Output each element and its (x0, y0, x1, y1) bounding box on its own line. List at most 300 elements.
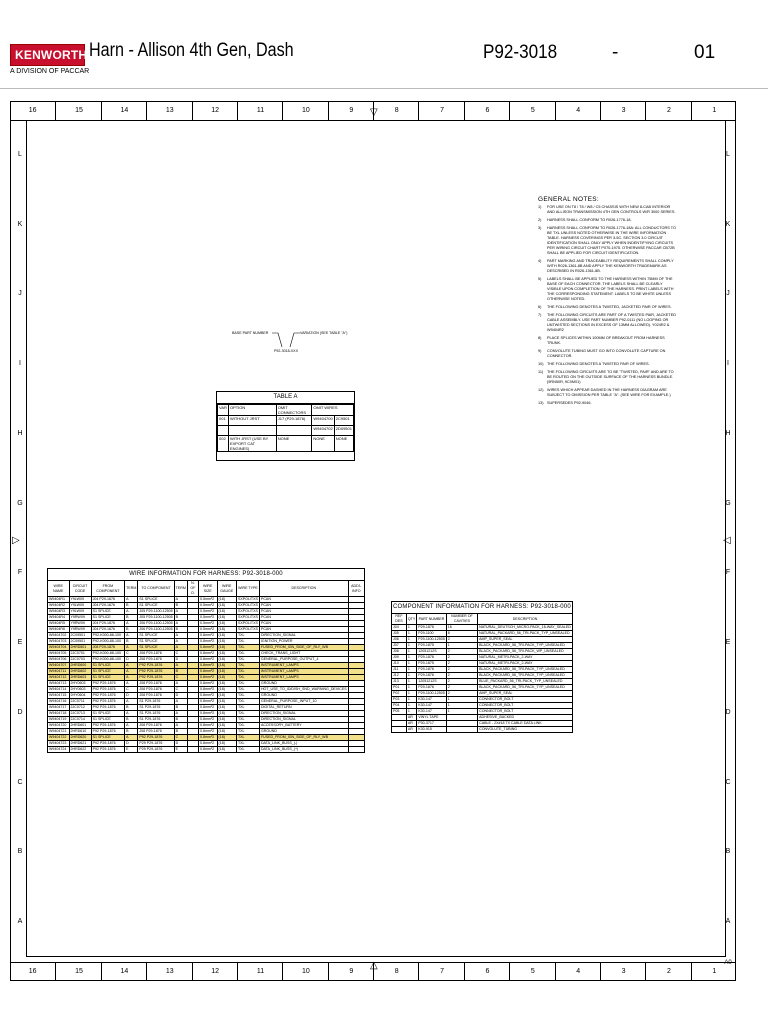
note-item (538, 259, 678, 274)
table-cell: (18) (217, 627, 236, 633)
zone-column-1: 1 (691, 102, 737, 120)
table-cell: J08 P29-1876 (138, 723, 174, 729)
note-item (538, 305, 678, 310)
table-cell: B (125, 627, 138, 633)
table-cell: S1 SPLICE (138, 633, 174, 639)
divider (0, 88, 768, 89)
table-cell: A (174, 639, 187, 645)
table-row (48, 687, 365, 693)
table-a-cell: WITHOUT JRST (228, 416, 276, 426)
table-cell: S1 SPLICE (138, 645, 174, 651)
table-cell: W9404721 (48, 729, 70, 735)
centering-mark-left: ▷ (12, 535, 20, 546)
table-cell: (18) (217, 663, 236, 669)
table-cell: PCAN (259, 627, 348, 633)
table-cell: A (125, 633, 138, 639)
table-cell: W9404711 (48, 669, 70, 675)
table-cell: S1 SPLICE (91, 609, 125, 615)
table-cell: 1 (406, 703, 416, 709)
zone-column-1: 1 (691, 963, 737, 981)
table-cell (187, 747, 198, 753)
table-cell: S1 SPLICE (91, 615, 125, 621)
table-cell: (18) (217, 669, 236, 675)
table-cell: C (125, 651, 138, 657)
table-cell: DIRECTION_SIGNAL (259, 633, 348, 639)
table-cell: 0.5mm²2 (198, 627, 217, 633)
table-row (392, 673, 573, 679)
notes-heading: GENERAL NOTES: (538, 196, 600, 203)
table-cell: D (174, 741, 187, 747)
table-cell: K30-915 (417, 727, 447, 733)
table-cell: J08 (392, 649, 407, 655)
zone-column-7: 7 (418, 963, 464, 981)
table-cell: (18) (217, 681, 236, 687)
note-text: FOR USE ON T8 / T8 / W8 / C5 CHASSIS WITH NEW 8-CAB INTERIOR AND ALLISON TRANSMISSION 4TH GEN CONTROLS W/R 3000 SERIES. (547, 205, 676, 214)
note-text: PART MARKING AND TRACEABILITY REQUIREMENTS SHALL COMPLY WITH R026-1361-8B AND APPLY THE KENWORTH TRADEMARK AS DESCRIBED IN R026-1361-8B. (547, 259, 674, 273)
table-cell: W9404714 (48, 687, 70, 693)
table-cell: P29-1876 (417, 625, 447, 631)
table-cell: J12 (392, 673, 407, 679)
note-number: 4) (538, 259, 542, 263)
table-cell: CHECK_TRANS_LIGHT (259, 651, 348, 657)
table-cell: 0.8mm²2 (198, 657, 217, 663)
zone-row-B: B (17, 848, 23, 856)
table-row (48, 657, 365, 663)
table-cell: 2JC0703 (69, 657, 91, 663)
table-cell: W9404713 (48, 681, 70, 687)
zone-column-10: 10 (282, 963, 328, 981)
table-cell: 0.8mm²2 (198, 633, 217, 639)
table-cell: 0.8mm²2 (198, 663, 217, 669)
table-cell: 2 (446, 685, 477, 691)
table-cell: NATURAL_METRI-PACK_2-WAY (478, 655, 573, 661)
table-cell: (18) (217, 699, 236, 705)
table-cell: 0.5mm²2 (198, 621, 217, 627)
zone-column-4: 4 (555, 102, 601, 120)
table-cell: A (125, 711, 138, 717)
zone-column-13: 13 (146, 963, 192, 981)
table-cell: P92 P29-1876 (138, 669, 174, 675)
table-a-cell: W9404700 (312, 416, 334, 426)
table-cell: 1 (406, 631, 416, 637)
note-number: 8) (538, 336, 542, 340)
zone-row-F: F (17, 569, 23, 577)
table-cell: CONNECTOR_BOLT (478, 709, 573, 715)
table-row (392, 679, 573, 685)
centering-mark-bottom: △ (370, 960, 378, 971)
table-cell: P01 (392, 685, 407, 691)
table-cell: Y9LW09 (69, 609, 91, 615)
table-cell: GROUND (259, 693, 348, 699)
table-cell: 1 (406, 637, 416, 643)
table-cell: S1 SPLICE (138, 603, 174, 609)
table-cell: TXL (236, 747, 259, 753)
table-cell: A (174, 633, 187, 639)
table-cell: SXPOL/TXS (237, 609, 258, 613)
zone-column-7: 7 (418, 102, 464, 120)
zone-row-F: F (725, 569, 731, 577)
table-cell: NATURAL_PACKARD_56_TRI-PACK_TYP_UNSEALED (478, 631, 573, 637)
zone-row-C: C (17, 778, 23, 786)
table-cell: 1 (406, 649, 416, 655)
table-cell: (18) (217, 729, 236, 735)
table-cell: 0.8mm²2 (198, 645, 217, 651)
table-cell: BLACK_PACKARD_56_TRI-PACK_TYP_UNSEALED (478, 685, 573, 691)
table-cell: J08 P29-1876 (138, 657, 174, 663)
table-cell: J08 P29-1876 (138, 729, 174, 735)
table-cell: (18) (217, 747, 236, 753)
table-cell: TXL (236, 717, 259, 723)
table-cell: 2HRD610 (69, 729, 91, 735)
table-cell: 2 (446, 649, 477, 655)
table-cell: 1 (406, 655, 416, 661)
table-cell: A (174, 621, 187, 627)
table-cell: J05 P29-1100-12505 (139, 609, 173, 613)
table-cell (348, 747, 364, 753)
table-cell: A (174, 711, 187, 717)
table-cell: 2 (446, 673, 477, 679)
table-cell: 2JC0713 (69, 711, 91, 717)
table-cell: J04 P29-1876 (91, 621, 125, 627)
table-cell: C (125, 687, 138, 693)
column-header: WIRE GAUGE (217, 581, 236, 597)
table-cell: TXL (236, 657, 259, 663)
table-cell: SXPOL/TXS (237, 597, 258, 601)
table-cell: W9404R1 (48, 597, 70, 603)
column-header: DESCRIPTION (259, 581, 348, 597)
table-cell: 1 (406, 691, 416, 697)
table-cell: P02 (392, 691, 407, 697)
table-cell: 0.8mm²2 (198, 705, 217, 711)
table-cell: 0.8mm²2 (198, 693, 217, 699)
table-cell: 0.8mm²2 (198, 735, 217, 741)
zone-column-12: 12 (192, 102, 238, 120)
zone-column-5: 5 (509, 963, 555, 981)
zone-row-D: D (725, 708, 731, 716)
note-text: WIRES WHICH APPEAR DASHED IN THE HARNESS DIAGRAM ARE SUBJECT TO OMISSION PER TABLE "A". (SEE WIRE FOR EXAMPLE.) (547, 388, 671, 397)
table-cell: B (174, 705, 187, 711)
note-text: LABELS SHALL BE APPLIED TO THE HARNESS WITHIN 75MM OF THE BASE OF EACH CONNECTOR. THE LABELS SHALL BE CLEARLY VISIBLE UPON COMPLETION OF THE HARNESS. PRINT LABELS WITH THE CORRESPONDING STATEMENT. LABELS TO BE WHITE UNLESS OTHERWISE NOTED. (547, 277, 674, 301)
table-a-cell: 001 (218, 416, 229, 426)
table-cell: P29-1100 (417, 631, 447, 637)
table-cell: P04 (392, 703, 407, 709)
note-item (538, 218, 678, 223)
column-header: PART NUMBER (417, 614, 447, 625)
note-text: PLACE SPLICES WITHIN 100MM OF BREAKOUT FROM HARNESS TRUNK. (547, 336, 665, 345)
centering-mark-top: ▽ (370, 107, 378, 118)
zone-column-8: 8 (373, 963, 419, 981)
note-item (538, 401, 678, 406)
table-row (392, 643, 573, 649)
table-cell: A (125, 645, 138, 651)
table-cell: DIRECTION_SIGNAL (259, 717, 348, 723)
table-a-cell: WITH JRST (USE BY EXPORT CAT ENGINES) (228, 436, 276, 452)
table-cell: DIRECTION_SIGNAL (259, 711, 348, 717)
table-cell: A (125, 609, 138, 615)
column-header: TERM (174, 581, 187, 597)
table-a-header: OMIT WIRES (312, 405, 354, 416)
table-cell: 2C09501 (69, 633, 91, 639)
note-text: THE FOLLOWING CIRCUITS ARE TO BE "TWISTED, PAIR" AND ARE TO BE ROUTED ON THE OUTSIDE SURFACE OF THE HARNESS BUNDLE. (9RN50R, 9C0M01) (547, 370, 674, 384)
zone-row-J: J (18, 290, 22, 298)
zone-row-I: I (727, 360, 729, 368)
table-cell: 1 (406, 685, 416, 691)
zone-column-16: 16 (28, 968, 37, 975)
table-cell: A (125, 669, 138, 675)
table-cell: 2 (446, 679, 477, 685)
table-cell: S1 P29-1876 (138, 717, 174, 723)
table-cell: BLUE_PACKARD_56_TRI-PACK_TYP_UNSEALED (478, 679, 573, 685)
table-cell: HOT_USE_TO_ID/DISH_SND_WARNING_DEVICES (260, 687, 347, 691)
table-cell: 2 (446, 667, 477, 673)
table-cell: P29-1875 (417, 661, 447, 667)
table-cell: (18) (217, 621, 236, 627)
table-cell: A (174, 597, 187, 603)
table-a-cell: 2D09501 (334, 426, 353, 436)
table-cell (392, 727, 407, 733)
note-text: HARNESS SHALL CONFORM TO R026-1776-18. (547, 218, 632, 222)
zone-column-10: 10 (282, 102, 328, 120)
table-cell: P92-K000-88-100 (91, 639, 125, 645)
zone-row-H: H (725, 429, 731, 437)
table-cell: 1 (406, 667, 416, 673)
table-cell: D (174, 657, 187, 663)
table-cell: J04 P29-1876 (91, 597, 125, 603)
table-cell: J08 P29-1876 (138, 687, 174, 693)
column-header: TERM (125, 581, 138, 597)
table-cell: P29 P29-1876 (138, 747, 174, 753)
table-cell: K30-147 (417, 703, 447, 709)
table-cell: A (125, 675, 138, 681)
table-cell: W9404719 (48, 717, 70, 723)
table-cell: D (125, 741, 138, 747)
table-cell: P29-1876 (417, 685, 447, 691)
table-cell: A (125, 735, 138, 741)
table-cell: (18) (217, 735, 236, 741)
kenworth-logo: KENWORTH (10, 44, 85, 66)
table-cell: 2HRD621 (69, 741, 91, 747)
table-cell: W9404715 (48, 693, 70, 699)
table-cell: FUSED_FROM_IGN_SIDE_OF_RLY_WB (259, 645, 348, 651)
separator: - (612, 42, 619, 63)
note-item (538, 313, 678, 333)
note-text: HARNESS SHALL CONFORM TO R026-1776-18A: ALL CONDUCTORS TO BE TXL UNLESS NOTED OTHERWISE IN THE WIRE INFORMATION TABLE. HARNESS COVERINGS PER 3-5C. SECTION 3.0 CIRCUIT IDENTIFICATION SHALL ONLY APPLY WHEN INDENTIFYING CIRCUITS PER WIRING CIRCUIT CHART P070-1975. OTHERWISE PACCAR CB72B SHALL BE APPLIED FOR CIRCUIT IDENTIFICATION. (547, 226, 676, 255)
base-part-label: BASE PART NUMBER (232, 331, 269, 335)
table-cell: P92 P29-1876 (138, 675, 174, 681)
table-cell: S1 SPLICE (138, 639, 174, 645)
table-cell: 2HRD601 (69, 723, 91, 729)
table-cell: INSTRUMENT_LAMPS (259, 663, 348, 669)
table-cell: NATURAL_DEUTSCH_MICRO-PACK_16-WAY_SEALED (479, 625, 571, 629)
table-cell: B (125, 729, 138, 735)
table-cell: S1 P29-1876 (138, 699, 174, 705)
table-row (392, 631, 573, 637)
table-a-cell: NONE (312, 436, 334, 452)
table-cell: ACCESSORY_BATTERY (259, 723, 348, 729)
table-cell: 1 (406, 673, 416, 679)
table-cell: J08 P29-1876 (138, 651, 174, 657)
table-cell: W9404704 (48, 645, 70, 651)
table-cell: W9404712 (48, 675, 70, 681)
table-cell: S1 SPLICE (91, 711, 125, 717)
table-cell: 0.8mm²2 (198, 687, 217, 693)
table-cell: P29-1876 (417, 655, 447, 661)
table-cell: K30-147 (417, 697, 447, 703)
table-cell: P29-1876 (417, 673, 447, 679)
note-text: CONVOLUTE TUBING MUST GO INTO CONVOLUTE CAPTURE ON CONNECTOR. (547, 349, 666, 358)
table-cell: C (174, 687, 187, 693)
zone-column-2: 2 (645, 102, 691, 120)
table-cell: GROUND (259, 681, 348, 687)
table-cell: P92 P29-1876 (91, 705, 125, 711)
table-cell: J06 P29-1100-12505 (139, 621, 173, 625)
table-cell: 2HRD501 (69, 645, 91, 651)
table-a-grid (217, 404, 354, 452)
table-cell: 0.8mm²2 (198, 711, 217, 717)
table-cell: 2JC0701 (69, 651, 91, 657)
table-cell: 2 (446, 661, 477, 667)
table-cell: W9404717 (48, 705, 70, 711)
component-information-table (391, 601, 573, 733)
table-cell: TXL (236, 699, 259, 705)
table-cell: 0.8mm²2 (198, 717, 217, 723)
table-cell: 1 (406, 697, 416, 703)
table-cell: P92 P29-1876 (91, 747, 125, 753)
table-cell: CABLE - 2X#18 TX CABLE DATA LINK (478, 721, 573, 727)
table-cell: (18) (217, 705, 236, 711)
table-cell: 2HY0603 (69, 687, 91, 693)
table-cell: S1 SPLICE (138, 597, 174, 603)
table-cell: A (125, 681, 138, 687)
note-number: 9) (538, 349, 542, 353)
table-cell: W9404716 (48, 699, 70, 705)
table-cell: A (174, 723, 187, 729)
table-a-cell: NONE (334, 436, 353, 452)
zone-row-H: H (17, 429, 23, 437)
table-row (48, 735, 365, 741)
note-number: 6) (538, 305, 542, 309)
table-a-cell (276, 426, 312, 436)
table-row (392, 625, 573, 631)
table-cell: TXL (236, 729, 259, 735)
table-cell: 0.8mm²2 (198, 681, 217, 687)
table-cell: C (174, 651, 187, 657)
table-cell: SXPOL/TXS (237, 603, 258, 607)
table-cell: (18) (217, 645, 236, 651)
table-cell: W9404706 (48, 657, 70, 663)
table-row (392, 727, 573, 733)
note-number: 1) (538, 205, 542, 209)
zone-column-6: 6 (464, 963, 510, 981)
table-cell: 1 (406, 679, 416, 685)
note-text: THE FOLLOWING DENOTES A TWISTED, JACKETED PAIR OF WIRES. (547, 305, 672, 309)
table-cell: 2 (446, 691, 477, 697)
table-cell: J11 (392, 667, 407, 673)
table-cell: D (174, 693, 187, 699)
table-cell: J07 (392, 643, 407, 649)
table-cell: TXL (236, 735, 259, 741)
table-cell: 0.5mm²2 (198, 609, 217, 615)
table-cell: NATURAL_METRI-PACK_2-WAY (478, 661, 573, 667)
zone-column-14: 14 (101, 963, 147, 981)
table-cell: P92 P29-1876 (91, 729, 125, 735)
table-cell: S1 SPLICE (91, 735, 125, 741)
table-cell: B (174, 603, 187, 609)
table-cell: CONNECTOR_BOLT (478, 697, 573, 703)
note-number: 2) (538, 218, 542, 222)
table-cell: 2JC0711 (69, 699, 91, 705)
table-cell: INSTRUMENT_LAMPS (259, 669, 348, 675)
table-cell: A (125, 663, 138, 669)
table-cell: 12051212S (417, 649, 447, 655)
table-cell: 16 (446, 625, 477, 631)
table-cell: DIGITAL_RETURN (259, 705, 348, 711)
table-cell: 0.8mm²2 (198, 699, 217, 705)
table-cell: AR (406, 715, 416, 721)
table-cell: J04 P29-1876 (91, 603, 125, 609)
table-cell: W9404720 (48, 723, 70, 729)
table-cell: W9404R4 (48, 615, 70, 621)
table-cell: 2HRD620 (69, 735, 91, 741)
zone-row-K: K (725, 220, 731, 228)
zone-column-3: 3 (600, 963, 646, 981)
table-cell: J09 (392, 655, 407, 661)
table-a-title: TABLE A (217, 392, 354, 404)
table-cell: (18) (217, 615, 236, 621)
column-header: FROM COMPONENT (91, 581, 125, 597)
table-cell: W9404R2 (48, 603, 70, 609)
note-number: 3) (538, 226, 542, 230)
zone-row-G: G (17, 499, 23, 507)
table-cell: SXPOL/TXS (237, 621, 258, 625)
table-cell: PCAN (259, 615, 348, 621)
note-number: 10) (538, 362, 544, 366)
table-cell: C (174, 735, 187, 741)
corner-zone: A0 (724, 960, 732, 966)
table-cell: AR (406, 727, 416, 733)
zone-row-C: C (725, 778, 731, 786)
table-cell: (18) (217, 717, 236, 723)
table-a-header: OMIT CONNECTORS (276, 405, 312, 416)
table-cell: INSTRUMENT_LAMPS (259, 675, 348, 681)
component-table-title: COMPONENT INFORMATION FOR HARNESS: P92-3018-000 (392, 602, 573, 614)
table-cell: BLACK_PACKARD_56_TRI-PACK_WP_UNSEALED (478, 649, 573, 655)
table-cell: P92 P29-1876 (91, 681, 125, 687)
zone-column-3: 3 (600, 102, 646, 120)
callout-leaders (270, 330, 304, 350)
table-a-cell: J17 (P29-1876) (276, 416, 312, 426)
table-a-header: OPTION (228, 405, 276, 416)
table-cell: 2HRD600 (69, 663, 91, 669)
table-cell: (18) (217, 651, 236, 657)
table-cell: A (125, 723, 138, 729)
zone-row-E: E (17, 639, 23, 647)
table-cell: TXL (236, 693, 259, 699)
table-cell (446, 727, 477, 733)
table-cell: W9404723 (48, 741, 70, 747)
table-cell: 0.8mm²2 (198, 639, 217, 645)
table-cell: A (174, 681, 187, 687)
table-cell: Y9RW09 (69, 627, 91, 633)
note-text: THE FOLLOWING CIRCUITS ARE PART OF A TWISTED PAIR, JACKETED CABLE ASSEMBLY. USE PART NUMBER P92-0111 (NO LOOPING OR UNTWISTED SECTIONS IN EXCESS OF 13MM ALLOWED). Y024R2 & W9404R2 (547, 313, 676, 332)
table-cell: TXL (236, 633, 259, 639)
table-cell: A (174, 699, 187, 705)
part-number: P92-3018 (483, 42, 558, 63)
table-cell: 0.8mm²2 (198, 669, 217, 675)
table-cell: P05 (392, 709, 407, 715)
table-cell: 12051212S (417, 679, 447, 685)
table-cell: A (174, 609, 187, 615)
